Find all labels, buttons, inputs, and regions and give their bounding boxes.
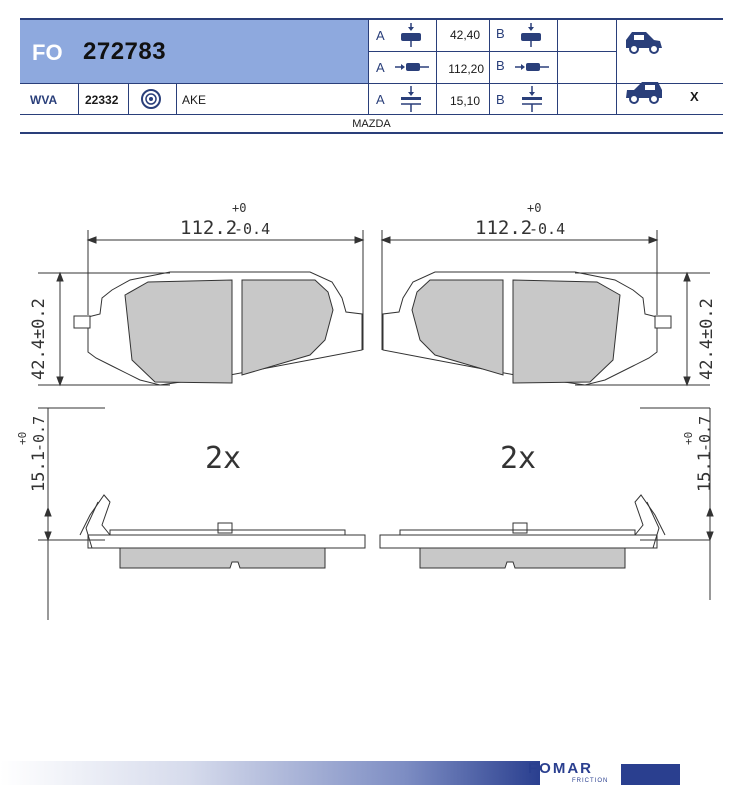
divider	[20, 114, 723, 115]
dim-value: 112,20	[448, 62, 484, 76]
width-icon	[514, 58, 550, 76]
dim-value: 15,10	[449, 94, 480, 108]
height-icon	[396, 22, 426, 48]
divider	[616, 18, 617, 114]
dim-value: 42,40	[449, 28, 480, 42]
divider	[489, 18, 490, 114]
thick-dim-right: 15.1	[695, 451, 715, 492]
wva-value: 22332	[85, 93, 119, 107]
dim-a-label: A	[376, 92, 385, 107]
height-dim-right: 42.4±0.2	[697, 298, 717, 380]
rear-axle-mark: X	[690, 89, 699, 104]
dim-b-label: B	[496, 58, 505, 73]
footer-gradient	[0, 761, 540, 785]
wva-label: WVA	[30, 93, 58, 107]
manufacturer: MAZDA	[352, 118, 391, 130]
thick-dim-left: 15.1	[29, 451, 49, 492]
divider	[368, 18, 369, 114]
width-dim-left: 112.2	[180, 217, 238, 239]
dim-b-label: B	[496, 26, 505, 41]
brand-logo: FOMAR	[528, 760, 593, 777]
car-front-axle-icon	[624, 28, 664, 56]
spec-header	[20, 18, 723, 134]
footer-bar	[621, 764, 680, 785]
width-icon	[394, 58, 430, 76]
title-box	[20, 18, 368, 84]
height-icon	[516, 22, 546, 48]
dim-a-label: A	[376, 28, 385, 43]
divider	[128, 84, 129, 114]
disc-brake-icon	[138, 88, 164, 110]
qty-left: 2x	[205, 441, 242, 476]
part-number: 272783	[83, 38, 167, 65]
thick-tol-up-right: +0	[682, 431, 695, 445]
thickness-icon	[398, 85, 424, 113]
divider	[368, 51, 616, 52]
thick-tol-up-left: +0	[16, 431, 29, 445]
thick-tol-down-left: -0.7	[30, 415, 48, 452]
divider	[176, 84, 177, 114]
car-rear-axle-icon	[624, 78, 664, 106]
brand-subtitle: FRICTION	[572, 778, 609, 784]
prefix-label: FO	[32, 40, 63, 65]
thickness-icon	[519, 85, 545, 113]
width-tol-up-right: +0	[527, 201, 542, 215]
divider	[20, 18, 723, 20]
divider	[557, 18, 558, 114]
type-code: AKE	[182, 93, 207, 107]
divider	[78, 84, 79, 114]
width-dim-right: 112.2	[475, 217, 533, 239]
thick-tol-down-right: -0.7	[696, 415, 714, 452]
width-tol-down-right: -0.4	[529, 220, 566, 238]
width-tol-down-left: -0.4	[234, 220, 271, 238]
divider	[20, 83, 723, 84]
dim-b-label: B	[496, 92, 505, 107]
divider	[20, 132, 723, 134]
technical-drawing	[16, 190, 720, 620]
qty-right: 2x	[500, 441, 537, 476]
dim-a-label: A	[376, 60, 385, 75]
width-tol-up-left: +0	[232, 201, 247, 215]
height-dim-left: 42.4±0.2	[29, 298, 49, 380]
